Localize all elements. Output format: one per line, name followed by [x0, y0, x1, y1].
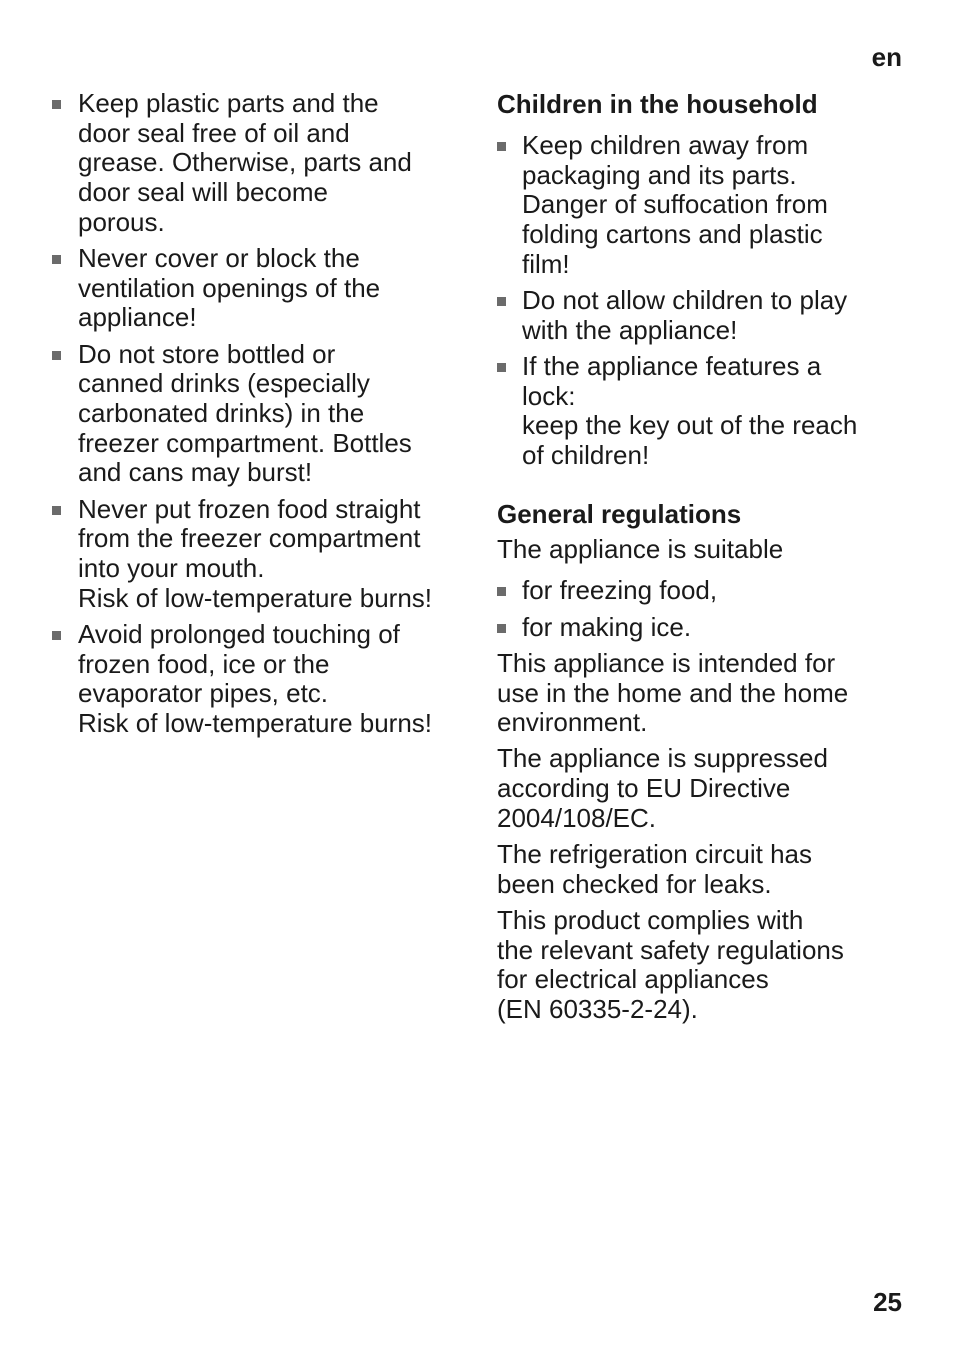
general-regulations-heading: General regulations [497, 498, 742, 529]
bullet-square-icon [52, 351, 61, 360]
list-item [497, 576, 902, 606]
bullet-square-icon [52, 255, 61, 264]
bullet-square-icon [497, 587, 506, 596]
list-item [52, 89, 472, 238]
list-item-text: Never cover or block the ventilation openings of the appliance! [78, 243, 381, 333]
list-item [52, 495, 472, 614]
paragraph-eu-directive: The appliance is suppressed according to EU Directive 2004/108/EC. [497, 743, 828, 833]
list-item-text: for freezing food, [522, 575, 718, 606]
page-number: 25 [873, 1287, 902, 1317]
bullet-square-icon [52, 631, 61, 640]
paragraph-intended-use: This appliance is intended for use in the home and the home environment. [497, 647, 849, 738]
list-item [497, 286, 902, 345]
list-item [497, 613, 902, 643]
suitable-uses-list [497, 576, 902, 642]
list-item [52, 340, 472, 489]
bullet-square-icon [497, 363, 506, 372]
paragraph-leak-check: The refrigeration circuit has been checked for leaks. [497, 839, 813, 899]
bullet-square-icon [52, 506, 61, 515]
list-item-text: Never put frozen food straight from the freezer compartment into your mouth. Risk of low-temperature burns! [78, 493, 433, 613]
list-item [497, 131, 902, 280]
list-item-text: Do not allow children to play with the appliance! [522, 285, 848, 345]
list-item-text: If the appliance features a lock: keep the key out of the reach of children! [522, 350, 858, 471]
bullet-square-icon [497, 624, 506, 633]
children-bullet-list [497, 131, 902, 471]
bullet-square-icon [497, 142, 506, 151]
list-item-text: Keep children away from packaging and its parts. Danger of suffocation from folding cartons and plastic film! [522, 130, 828, 279]
right-column [497, 89, 902, 1031]
list-item [52, 620, 472, 739]
bullet-square-icon [497, 297, 506, 306]
language-code: en [871, 42, 902, 72]
list-item-text: for making ice. [522, 611, 692, 642]
list-item-text: Avoid prolonged touching of frozen food, ice or the evaporator pipes, etc. Risk of low-temperature burns! [78, 618, 433, 739]
list-item [52, 244, 472, 333]
children-heading: Children in the household [497, 89, 818, 119]
list-item [497, 352, 902, 471]
list-item-text: Do not store bottled or canned drinks (especially carbonated drinks) in the freezer compartment. Bottles and cans may burst! [78, 338, 412, 488]
paragraph-safety-compliance: This product complies with the relevant safety regulations for electrical appliances (EN 60335-2-24). [497, 904, 844, 1025]
bullet-square-icon [52, 100, 61, 109]
left-column [52, 89, 472, 745]
list-item-text: Keep plastic parts and the door seal free of oil and grease. Otherwise, parts and door seal will become porous. [78, 88, 412, 237]
general-intro-text: The appliance is suitable [497, 533, 784, 564]
safety-bullet-list [52, 89, 472, 739]
